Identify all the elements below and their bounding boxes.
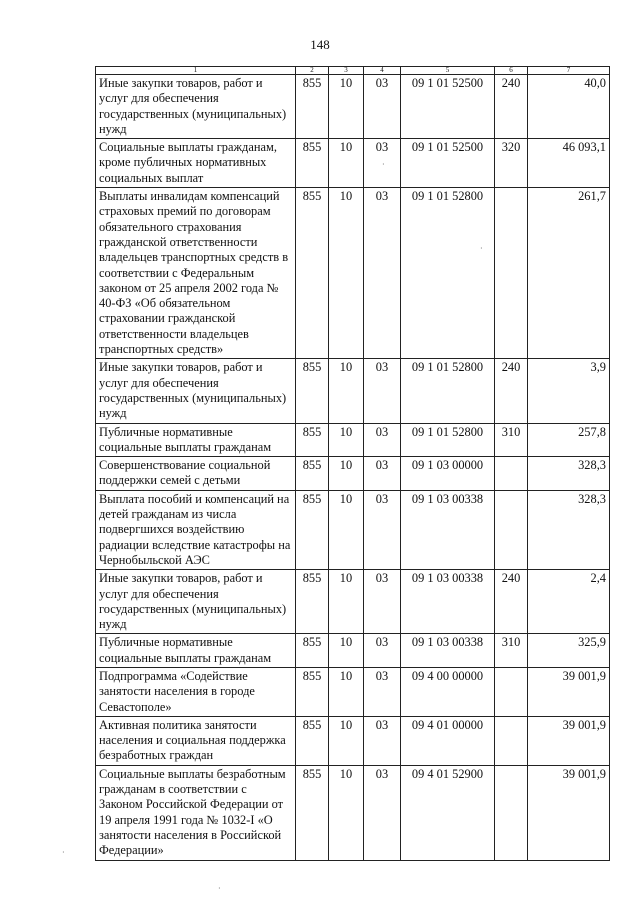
cell-ministry-code: 855 — [296, 188, 329, 359]
cell-section: 10 — [329, 457, 364, 491]
cell-amount: 46 093,1 — [528, 139, 610, 188]
cell-target-article: 09 1 01 52800 — [401, 423, 495, 457]
table-row — [96, 716, 610, 765]
cell-expense-type — [495, 765, 528, 860]
cell-expense-type — [495, 667, 528, 716]
cell-ministry-code: 855 — [296, 570, 329, 634]
cell-subsection: 03 — [364, 634, 401, 668]
column-number: 1 — [96, 67, 296, 75]
column-number: 2 — [296, 67, 329, 75]
cell-expense-type — [495, 457, 528, 491]
table-row — [96, 139, 610, 188]
cell-expense-type — [495, 490, 528, 569]
cell-amount: 3,9 — [528, 359, 610, 423]
table-row — [96, 634, 610, 668]
cell-subsection: 03 — [364, 457, 401, 491]
cell-name: Публичные нормативные социальные выплаты гражданам — [96, 634, 296, 668]
cell-subsection: 03 — [364, 570, 401, 634]
column-number-row — [96, 67, 610, 75]
cell-expense-type: 240 — [495, 570, 528, 634]
cell-expense-type — [495, 716, 528, 765]
cell-amount: 328,3 — [528, 490, 610, 569]
cell-subsection: 03 — [364, 667, 401, 716]
cell-target-article: 09 1 03 00338 — [401, 570, 495, 634]
cell-section: 10 — [329, 359, 364, 423]
cell-target-article: 09 1 01 52500 — [401, 75, 495, 139]
column-number: 5 — [401, 67, 495, 75]
cell-subsection: 03 — [364, 75, 401, 139]
cell-expense-type: 320 — [495, 139, 528, 188]
cell-amount: 257,8 — [528, 423, 610, 457]
cell-expense-type — [495, 188, 528, 359]
cell-name: Подпрограмма «Содействие занятости населения в городе Севастополе» — [96, 667, 296, 716]
cell-subsection: 03 — [364, 716, 401, 765]
table-row — [96, 667, 610, 716]
cell-name: Иные закупки товаров, работ и услуг для обеспечения государственных (муниципальных) нужд — [96, 75, 296, 139]
cell-name: Активная политика занятости населения и социальная поддержка безработных граждан — [96, 716, 296, 765]
cell-target-article: 09 1 01 52800 — [401, 359, 495, 423]
table-row — [96, 490, 610, 569]
cell-subsection: 03 — [364, 765, 401, 860]
cell-ministry-code: 855 — [296, 359, 329, 423]
cell-ministry-code: 855 — [296, 490, 329, 569]
table-row — [96, 188, 610, 359]
cell-section: 10 — [329, 634, 364, 668]
cell-section: 10 — [329, 570, 364, 634]
cell-ministry-code: 855 — [296, 75, 329, 139]
cell-section: 10 — [329, 490, 364, 569]
cell-ministry-code: 855 — [296, 765, 329, 860]
column-number: 7 — [528, 67, 610, 75]
cell-target-article: 09 1 03 00000 — [401, 457, 495, 491]
cell-target-article: 09 1 01 52800 — [401, 188, 495, 359]
cell-section: 10 — [329, 716, 364, 765]
cell-section: 10 — [329, 765, 364, 860]
table-body — [96, 75, 610, 861]
cell-amount: 40,0 — [528, 75, 610, 139]
cell-name: Совершенствование социальной поддержки семей с детьми — [96, 457, 296, 491]
table-row — [96, 570, 610, 634]
cell-amount: 39 001,9 — [528, 716, 610, 765]
cell-subsection: 03 — [364, 490, 401, 569]
cell-expense-type: 240 — [495, 359, 528, 423]
cell-section: 10 — [329, 139, 364, 188]
cell-ministry-code: 855 — [296, 667, 329, 716]
scan-speck: · — [62, 848, 65, 857]
cell-target-article: 09 1 01 52500 — [401, 139, 495, 188]
cell-ministry-code: 855 — [296, 634, 329, 668]
cell-target-article: 09 4 00 00000 — [401, 667, 495, 716]
table-row — [96, 359, 610, 423]
table-row — [96, 75, 610, 139]
cell-amount: 39 001,9 — [528, 765, 610, 860]
cell-amount: 325,9 — [528, 634, 610, 668]
cell-amount: 39 001,9 — [528, 667, 610, 716]
cell-amount: 261,7 — [528, 188, 610, 359]
cell-name: Социальные выплаты безработным гражданам в соответствии с Законом Российской Федерации от 19 апреля 1991 года № 1032-I «О занятости населения в Российской Федерации» — [96, 765, 296, 860]
cell-amount: 2,4 — [528, 570, 610, 634]
cell-name: Выплата пособий и компенсаций на детей гражданам из числа подвергшихся воздействию радиации вследствие катастрофы на Чернобыльской АЭС — [96, 490, 296, 569]
cell-section: 10 — [329, 188, 364, 359]
cell-name: Публичные нормативные социальные выплаты гражданам — [96, 423, 296, 457]
column-number: 6 — [495, 67, 528, 75]
cell-subsection: 03 — [364, 188, 401, 359]
cell-ministry-code: 855 — [296, 457, 329, 491]
cell-target-article: 09 4 01 00000 — [401, 716, 495, 765]
cell-amount: 328,3 — [528, 457, 610, 491]
cell-subsection: 03 — [364, 139, 401, 188]
cell-section: 10 — [329, 75, 364, 139]
cell-expense-type: 240 — [495, 75, 528, 139]
cell-target-article: 09 1 03 00338 — [401, 490, 495, 569]
cell-name: Иные закупки товаров, работ и услуг для обеспечения государственных (муниципальных) нужд — [96, 570, 296, 634]
table-row — [96, 423, 610, 457]
scan-speck: · — [218, 884, 221, 893]
cell-name: Выплаты инвалидам компенсаций страховых премий по договорам обязательного страхования гражданской ответственности владельцев транспортных средств в соответствии с Федеральным законом от 25 апреля 2002 года № 40-ФЗ «Об обязательном страховании гражданской ответственности владельцев транспортных средств» — [96, 188, 296, 359]
cell-name: Социальные выплаты гражданам, кроме публичных нормативных социальных выплат — [96, 139, 296, 188]
table-row — [96, 457, 610, 491]
scan-speck: · — [382, 160, 385, 169]
table-row — [96, 765, 610, 860]
cell-ministry-code: 855 — [296, 423, 329, 457]
cell-ministry-code: 855 — [296, 716, 329, 765]
column-number: 3 — [329, 67, 364, 75]
cell-target-article: 09 4 01 52900 — [401, 765, 495, 860]
cell-expense-type: 310 — [495, 423, 528, 457]
budget-table — [95, 66, 610, 861]
cell-subsection: 03 — [364, 423, 401, 457]
cell-expense-type: 310 — [495, 634, 528, 668]
cell-ministry-code: 855 — [296, 139, 329, 188]
cell-name: Иные закупки товаров, работ и услуг для обеспечения государственных (муниципальных) нужд — [96, 359, 296, 423]
cell-target-article: 09 1 03 00338 — [401, 634, 495, 668]
page-number: 148 — [310, 37, 330, 52]
cell-subsection: 03 — [364, 359, 401, 423]
column-number: 4 — [364, 67, 401, 75]
cell-section: 10 — [329, 423, 364, 457]
scan-speck: · — [480, 244, 483, 253]
cell-section: 10 — [329, 667, 364, 716]
